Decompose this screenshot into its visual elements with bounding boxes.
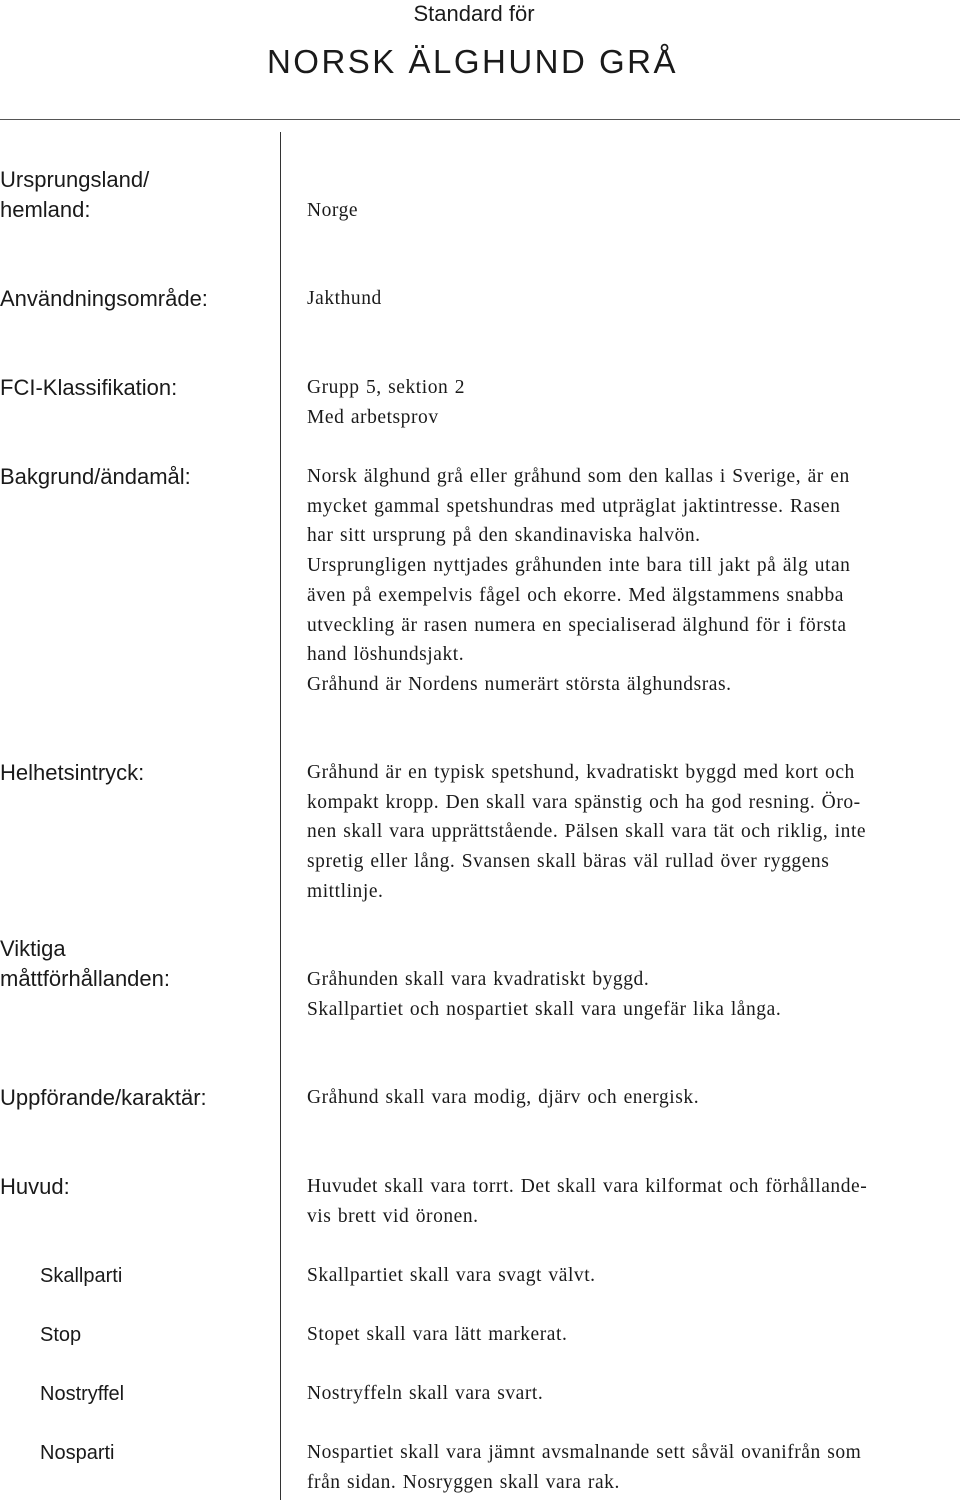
text-line: Nostryffeln skall vara svart. — [307, 1383, 544, 1404]
text-line: kompakt kropp. Den skall vara spänstig och ha god resning. Öro- — [307, 791, 861, 813]
text-line: Gråhund skall vara modig, djärv och energisk. — [307, 1087, 700, 1108]
column-divider — [280, 132, 281, 1500]
text-line: Huvudet skall vara torrt. Det skall vara kilformat och förhållande- — [307, 1176, 868, 1197]
text-line: spretig eller lång. Svansen skall bäras väl rullad över ryggens — [307, 851, 830, 873]
text-line: Nospartiet skall vara jämnt avsmalnande sett såväl ovanifrån som — [307, 1442, 862, 1463]
text-line: har sitt ursprung på den skandinaviska halvön. — [307, 525, 701, 547]
value-fci-klassifikation — [307, 373, 957, 432]
value-stop — [307, 1320, 957, 1350]
text-line: Ursprungligen nyttjades gråhunden inte bara till jakt på älg utan — [307, 555, 851, 577]
value-ursprungsland — [307, 196, 957, 226]
text-line: Skallpartiet och nospartiet skall vara ungefär lika långa. — [307, 998, 782, 1020]
text-line: mittlinje. — [307, 880, 384, 902]
label-ursprungsland: Ursprungsland/ hemland: — [0, 167, 150, 222]
label-fci-klassifikation: FCI-Klassifikation: — [0, 375, 178, 400]
value-huvud — [307, 1172, 957, 1231]
text-line: hand löshundsjakt. — [307, 644, 465, 666]
label-bakgrund: Bakgrund/ändamål: — [0, 464, 191, 489]
label-nostryffel: Nostryffel — [40, 1383, 125, 1405]
value-skallparti — [307, 1261, 957, 1291]
value-nosparti — [307, 1438, 957, 1497]
text-line: Norge — [307, 200, 359, 221]
text-line: Med arbetsprov — [307, 406, 439, 428]
text-line: vis brett vid öronen. — [307, 1205, 479, 1227]
value-nostryffel — [307, 1379, 957, 1409]
text-line: utveckling är rasen numera en specialiserad älghund för i första — [307, 614, 847, 636]
value-anvandningsomrade — [307, 284, 957, 314]
value-helhetsintryck — [307, 758, 957, 907]
label-anvandningsomrade: Användningsområde: — [0, 286, 208, 311]
text-line: Gråhund är Nordens numerärt största älghundsras. — [307, 673, 732, 695]
value-uppforande — [307, 1083, 957, 1113]
text-line: mycket gammal spetshundras med utpräglat jaktintresse. Rasen — [307, 495, 841, 517]
label-viktiga-mattforhallanden: Viktiga måttförhållanden: — [0, 936, 170, 991]
standard-subtitle: Standard för — [413, 1, 535, 26]
text-line: Gråhunden skall vara kvadratiskt byggd. — [307, 969, 650, 990]
label-huvud: Huvud: — [0, 1174, 70, 1199]
text-line: Grupp 5, sektion 2 — [307, 377, 466, 398]
label-stop: Stop — [40, 1324, 82, 1346]
header-divider — [0, 119, 960, 120]
text-line: Gråhund är en typisk spetshund, kvadratiskt byggd med kort och — [307, 762, 855, 783]
text-line: Norsk älghund grå eller gråhund som den kallas i Sverige, är en — [307, 466, 850, 487]
text-line: från sidan. Nosryggen skall vara rak. — [307, 1471, 620, 1493]
label-skallparti: Skallparti — [40, 1265, 123, 1287]
label-helhetsintryck: Helhetsintryck: — [0, 760, 145, 785]
breed-title: NORSK ÄLGHUND GRÅ — [266, 43, 679, 80]
text-line: Jakthund — [307, 288, 382, 309]
value-bakgrund — [307, 462, 957, 700]
text-line: Stopet skall vara lätt markerat. — [307, 1324, 568, 1345]
label-uppforande: Uppförande/karaktär: — [0, 1085, 207, 1110]
text-line: Skallpartiet skall vara svagt välvt. — [307, 1265, 596, 1286]
value-viktiga-mattforhallanden — [307, 965, 957, 1024]
text-line: även på exempelvis fågel och ekorre. Med älgstammens snabba — [307, 584, 844, 606]
label-nosparti: Nosparti — [40, 1442, 115, 1464]
text-line: nen skall vara upprättstående. Pälsen skall vara tät och riklig, inte — [307, 821, 867, 843]
